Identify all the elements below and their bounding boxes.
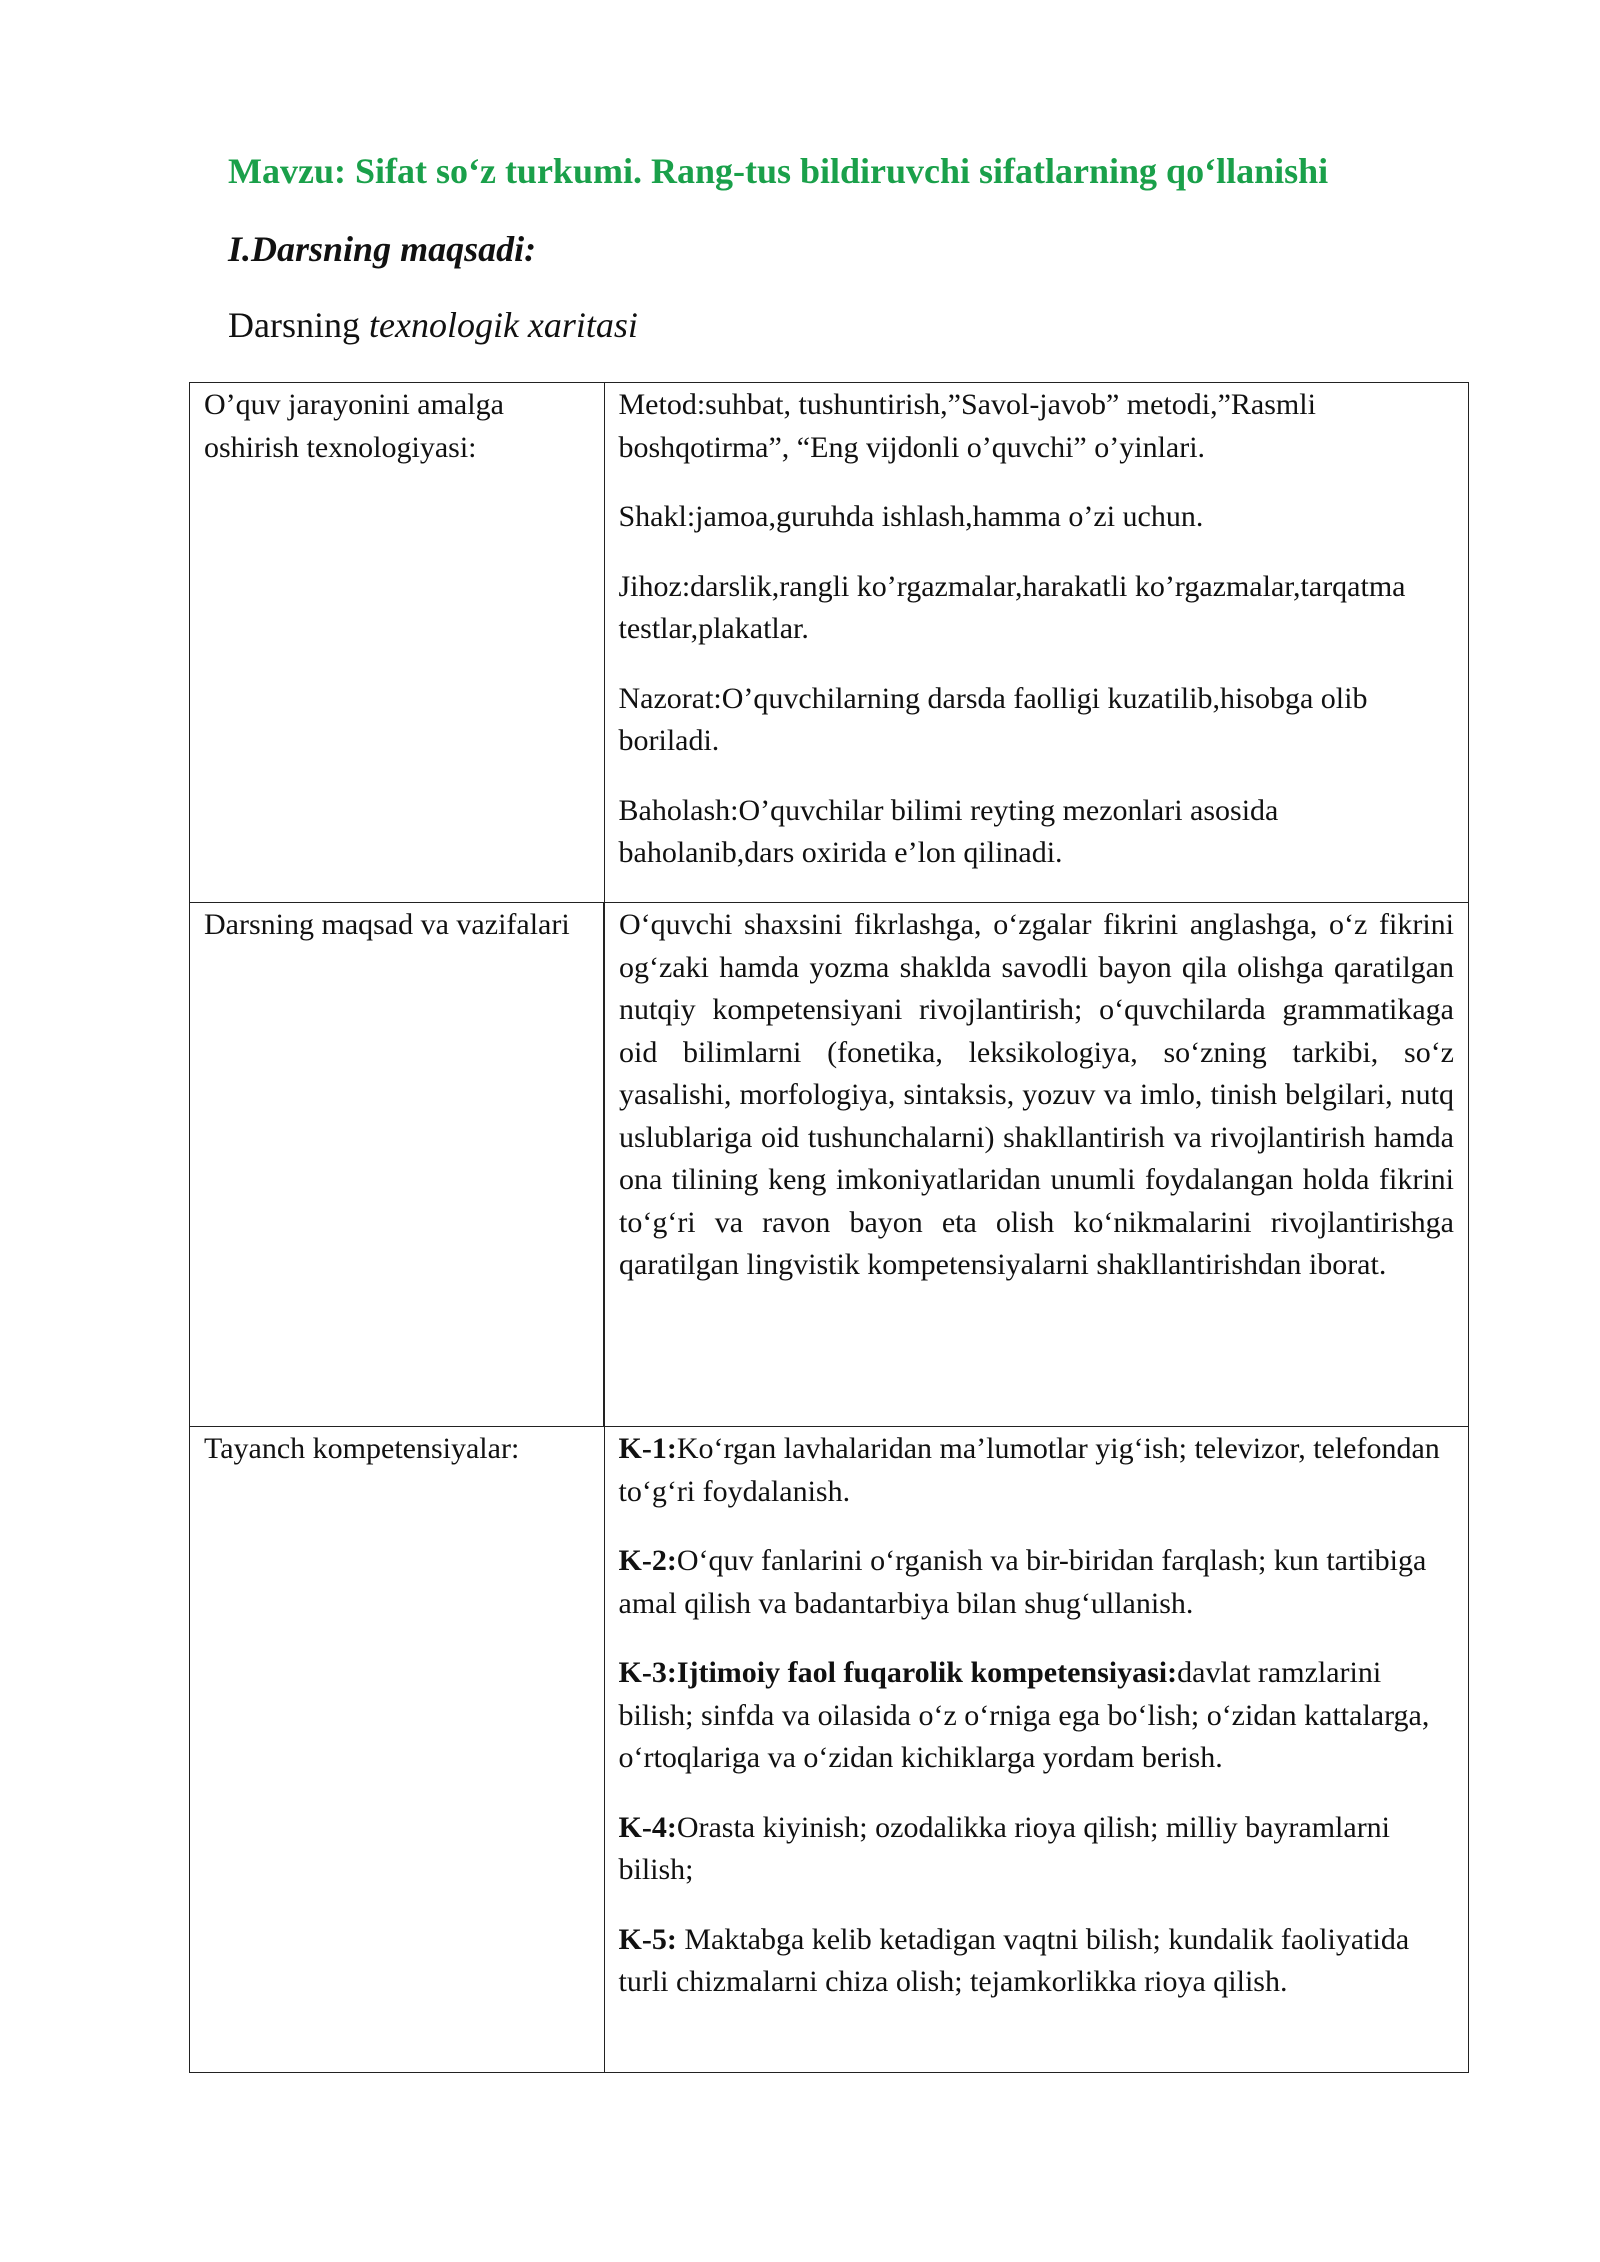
caption-prefix: Darsning [228,305,369,345]
form-text: Shakl:jamoa,guruhda ishlash,hamma o’zi uchun. [618,500,1204,533]
row-content-cell [604,383,1469,903]
row-content-cell [604,903,1469,1427]
lesson-goal-heading: I.Darsning maqsadi: [228,229,537,269]
method-text: Metod:suhbat, tushuntirish,”Savol-javob” metodi,”Rasmli boshqotirma”, “Eng vijdonli o’quvchi” o’yinlari. [618,388,1316,464]
table-row [190,903,1469,1427]
competency-key: K-2: [618,1544,677,1577]
competency-key: K-1: [618,1432,677,1465]
competency-k3 [619,1652,1455,1780]
table-row [190,1427,1469,2073]
tech-map-caption [228,304,638,346]
equipment-text: Jihoz:darslik,rangli ko’rgazmalar,harakatli ko’rgazmalar,tarqatma testlar,plakatlar. [618,569,1406,645]
caption-italic: texnologik xaritasi [368,305,638,345]
row-label-cell [190,383,605,903]
competency-text: O‘quv fanlarini o‘rganish va bir-biridan farqlash; kun tartibiga amal qilish va badantarbiya bilan shug‘ullanish. [618,1544,1427,1620]
row-label-cell [190,903,605,1427]
competency-text: Maktabga kelib ketadigan vaqtni bilish; kundalik faoliyatida turli chizmalarni chiza olish; tejamkorlikka rioya qilish. [618,1922,1410,1998]
competency-key: K-3:Ijtimoiy faol fuqarolik kompetensiyasi: [618,1656,1178,1689]
competency-text: Orasta kiyinish; ozodalikka rioya qilish; milliy bayramlarni bilish; [618,1810,1391,1886]
assessment-text: Baholash:O’quvchilar bilimi reyting mezonlari asosida baholanib,dars oxirida e’lon qilinadi. [618,793,1279,869]
goals-text: O‘quvchi shaxsini fikrlashga, o‘zgalar fikrini anglashga, o‘z fikrini og‘zaki hamda yozma shaklda savodli bayon qila olishga qaratilgan nutqiy kompetensiyani rivojlantirish; o‘quvchilarda grammatikaga oid bilimlarni (fonetika, leksikologiya, so‘zning tarkibi, so‘z yasalishi, morfologiya, sintaksis, yozuv va imlo, tinish belgilari, nutq uslublariga oid tushunchalarni) shakllantirish va rivojlantirish hamda ona tilining keng imkoniyatlaridan unumli foydalangan holda fikrini to‘g‘ri va ravon bayon eta olish ko‘nikmalarini rivojlantirishga qaratilgan lingvistik kompetensiyalarni shakllantirishdan iborat. [619,908,1454,1281]
technology-map-table [189,382,1469,2073]
competency-k5 [619,1919,1455,2004]
row-label: Darsning maqsad va vazifalari [204,908,570,941]
competency-text: davlat ramzlarini bilish; sinfda va oilasida o‘z o‘rniga ega bo‘lish; o‘zidan kattalarga, o‘rtoqlariga va o‘zidan kichiklarga yordam berish. [618,1656,1430,1774]
competency-text: Ko‘rgan lavhalaridan ma’lumotlar yig‘ish; televizor, telefondan to‘g‘ri foydalanish. [618,1432,1440,1508]
competency-key: K-5: [618,1922,677,1956]
competency-k1 [619,1428,1455,1513]
row-label: O’quv jarayonini amalga oshirish texnologiyasi: [204,388,504,464]
row-label: Tayanch kompetensiyalar: [204,1432,520,1465]
control-text: Nazorat:O’quvchilarning darsda faolligi kuzatilib,hisobga olib boriladi. [618,681,1368,757]
competency-key: K-4: [618,1810,677,1844]
table-row [190,383,1469,903]
row-content-cell [604,1427,1469,2073]
row-label-cell [190,1427,605,2073]
competency-k2 [619,1540,1455,1625]
lesson-topic-title: Mavzu: Sifat so‘z turkumi. Rang-tus bildiruvchi sifatlarning qo‘llanishi [228,151,1329,191]
competency-k4 [619,1807,1455,1892]
